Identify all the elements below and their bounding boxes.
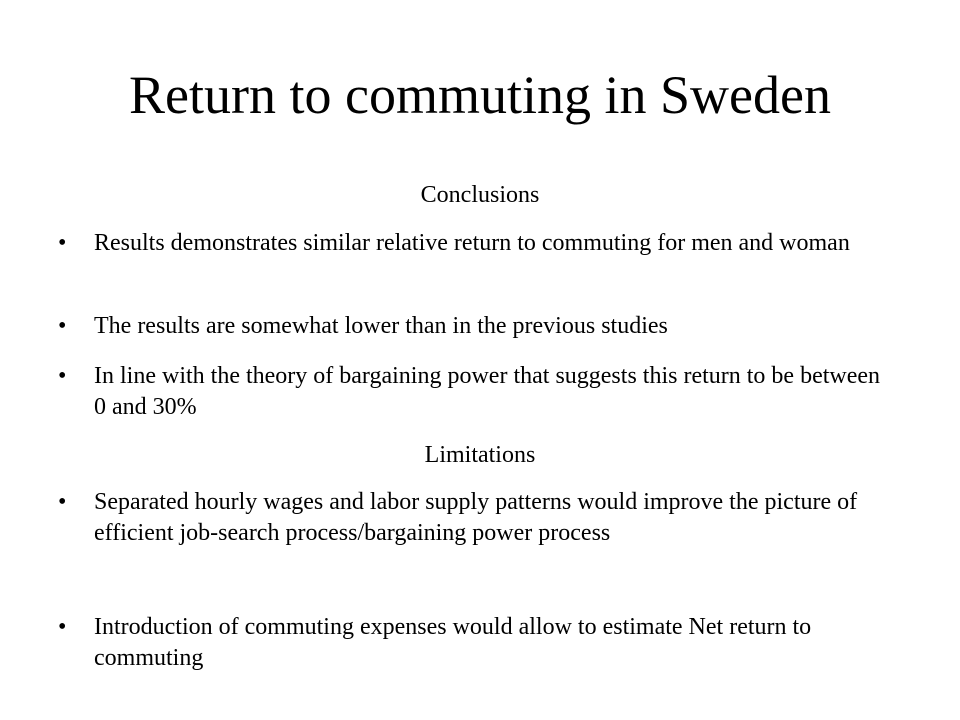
bullet-icon: • [58, 489, 67, 515]
conclusion-text: In line with the theory of bargaining power that suggests this return to be between 0 and 30% [94, 363, 881, 420]
limitation-text: Introduction of commuting expenses would allow to estimate Net return to commuting [94, 614, 812, 671]
limitations-heading: Limitations [424, 442, 536, 468]
limitation-text: Separated hourly wages and labor supply patterns would improve the picture of efficient job-search process/bargaining power process [94, 489, 858, 546]
slide-title: Return to commuting in Sweden [129, 65, 831, 125]
bullet-icon: • [58, 313, 67, 339]
bullet-icon: • [58, 363, 67, 389]
bullet-icon: • [58, 230, 67, 256]
conclusion-text: Results demonstrates similar relative return to commuting for men and woman [94, 230, 850, 256]
conclusions-heading: Conclusions [420, 182, 540, 208]
bullet-icon: • [58, 614, 67, 640]
conclusion-text: The results are somewhat lower than in the previous studies [94, 313, 668, 339]
